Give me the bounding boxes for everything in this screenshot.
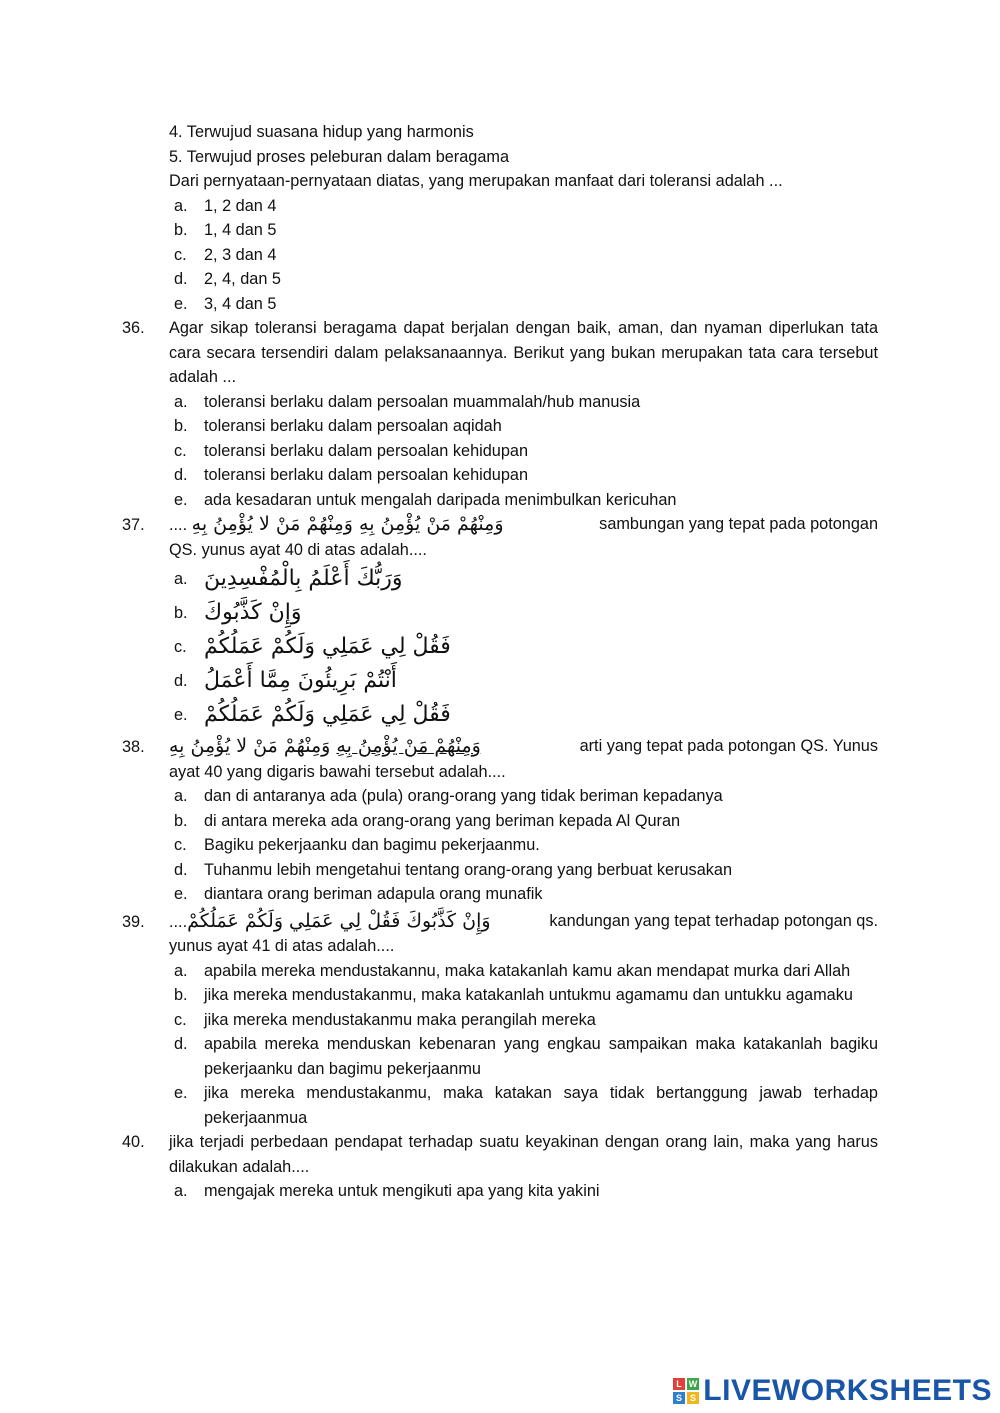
question-40-option-a[interactable]: a. mengajak mereka untuk mengikuti apa yang kita yakini <box>174 1182 600 1200</box>
liveworksheets-brand[interactable] <box>673 1374 992 1408</box>
brand-name: LIVEWORKSHEETS <box>703 1374 992 1407</box>
question-37 <box>122 512 878 538</box>
question-38-option-c[interactable]: c. Bagiku pekerjaanku dan bagimu pekerjaanmu. <box>174 836 540 854</box>
question-35-option-c[interactable]: c. 2, 3 dan 4 <box>174 245 277 264</box>
question-35-option-d[interactable]: d. 2, 4, dan 5 <box>174 270 281 288</box>
arabic-verse <box>169 734 481 759</box>
question-39-option-e[interactable]: e. jika mereka mendustakanmu, maka katakan saya tidak bertanggung jawab terhadap pekerjaanmua <box>174 1084 878 1127</box>
question-40 <box>122 1130 878 1179</box>
question-number: 38. <box>122 738 145 756</box>
question-36-option-c[interactable]: c. toleransi berlaku dalam persoalan kehidupan <box>174 441 529 460</box>
worksheet-content <box>122 120 878 1204</box>
question-39 <box>122 909 878 935</box>
question-number: 37. <box>122 516 145 534</box>
arabic-option: وَإِنْ كَذَّبُوكَ <box>204 599 302 625</box>
question-35-prompt: Dari pernyataan-pernyataan diatas, yang merupakan manfaat dari toleransi adalah ... <box>169 172 783 190</box>
arabic-option: وَرَبُّكَ أَعْلَمُ بِالْمُفْسِدِينَ <box>204 565 403 591</box>
arabic-verse-underlined: وَمِنْهُمْ مَنْ يُؤْمِنُ بِهِ <box>336 735 481 757</box>
question-36-option-d[interactable]: d. toleransi berlaku dalam persoalan kehidupan <box>174 466 529 484</box>
question-36-option-a[interactable]: a. toleransi berlaku dalam persoalan muammalah/hub manusia <box>174 392 641 411</box>
question-37-option-e[interactable]: e. فَقُلْ لِي عَمَلِي وَلَكُمْ عَمَلُكُمْ <box>174 701 451 727</box>
question-text-line1: sambungan yang tepat pada potongan <box>599 515 878 533</box>
question-text-line1: kandungan yang tepat terhadap potongan qs. <box>549 911 878 930</box>
arabic-verse: وَإِنْ كَذَّبُوكَ فَقُلْ لِي عَمَلِي وَلَكُمْ عَمَلُكُمْ <box>187 909 491 932</box>
statement-4: 4. Terwujud suasana hidup yang harmonis <box>169 123 474 141</box>
question-39-text-line2: yunus ayat 41 di atas adalah.... <box>169 937 395 955</box>
question-37-text-line2: QS. yunus ayat 40 di atas adalah.... <box>169 540 427 559</box>
question-38-option-a[interactable]: a. dan di antaranya ada (pula) orang-orang yang tidak beriman kepadanya <box>174 787 723 805</box>
question-35-option-a[interactable]: a. 1, 2 dan 4 <box>174 196 277 215</box>
arabic-verse-plain: وَمِنْهُمْ مَنْ لا يُؤْمِنُ بِهِ <box>169 735 331 757</box>
question-number: 40. <box>122 1133 145 1151</box>
question-38-option-d[interactable]: d. Tuhanmu lebih mengetahui tentang orang-orang yang berbuat kerusakan <box>174 860 732 879</box>
question-37-option-b[interactable]: b. وَإِنْ كَذَّبُوكَ <box>174 599 302 625</box>
arabic-verse: وَمِنْهُمْ مَنْ يُؤْمِنُ بِهِ وَمِنْهُمْ مَنْ لا يُؤْمِنُ بِهِ <box>191 513 504 535</box>
question-text: Agar sikap toleransi beragama dapat berjalan dengan baik, aman, dan nyaman diperlukan tata cara secara tersendiri dalam pelaksanaannya. Berikut yang bukan merupakan tata cara tersebut adalah ... <box>169 319 878 386</box>
question-text <box>169 734 878 760</box>
question-text <box>169 512 878 538</box>
question-38 <box>122 734 878 760</box>
question-38-option-b[interactable]: b. di antara mereka ada orang-orang yang beriman kepada Al Quran <box>174 811 681 830</box>
question-37-option-c[interactable]: c. فَقُلْ لِي عَمَلِي وَلَكُمْ عَمَلُكُمْ <box>174 633 451 659</box>
question-number: 39. <box>122 912 145 931</box>
liveworksheets-logo-icon: L W S S <box>673 1378 699 1404</box>
question-36 <box>122 316 878 390</box>
question-39-option-d[interactable]: d. apabila mereka menduskan kebenaran yang engkau sampaikan maka katakanlah bagiku pekerjaanku dan bagimu pekerjaanmu <box>174 1035 878 1078</box>
question-38-text-line2: ayat 40 yang digaris bawahi tersebut adalah.... <box>169 762 506 781</box>
question-35-option-e[interactable]: e. 3, 4 dan 5 <box>174 294 277 313</box>
question-39-option-b[interactable]: b. jika mereka mendustakanmu, maka katakanlah untukmu agamamu dan untukku agamaku <box>174 986 853 1004</box>
question-39-option-c[interactable]: c. jika mereka mendustakanmu maka perangilah mereka <box>174 1010 596 1029</box>
question-39-option-a[interactable]: a. apabila mereka mendustakannu, maka katakanlah kamu akan mendapat murka dari Allah <box>174 961 851 980</box>
ellipsis: .... <box>169 912 188 931</box>
question-38-option-e[interactable]: e. diantara orang beriman adapula orang munafik <box>174 885 543 903</box>
question-37-option-a[interactable]: a. وَرَبُّكَ أَعْلَمُ بِالْمُفْسِدِينَ <box>174 565 403 591</box>
question-text-line1: arti yang tepat pada potongan QS. Yunus <box>579 737 878 755</box>
ellipsis: .... <box>169 516 188 534</box>
statement-5: 5. Terwujud proses peleburan dalam beragama <box>169 147 510 166</box>
question-text: jika terjadi perbedaan pendapat terhadap suatu keyakinan dengan orang lain, maka yang harus dilakukan adalah.... <box>169 1133 878 1176</box>
arabic-option: فَقُلْ لِي عَمَلِي وَلَكُمْ عَمَلُكُمْ <box>204 701 451 727</box>
question-35-option-b[interactable]: b. 1, 4 dan 5 <box>174 221 277 239</box>
question-text <box>169 909 878 935</box>
arabic-option: أَنْتُمْ بَرِيئُونَ مِمَّا أَعْمَلُ <box>204 667 397 693</box>
question-36-option-e[interactable]: e. ada kesadaran untuk mengalah daripada menimbulkan kericuhan <box>174 490 677 509</box>
arabic-option: فَقُلْ لِي عَمَلِي وَلَكُمْ عَمَلُكُمْ <box>204 633 451 659</box>
question-37-option-d[interactable]: d. أَنْتُمْ بَرِيئُونَ مِمَّا أَعْمَلُ <box>174 667 397 693</box>
question-number: 36. <box>122 319 145 337</box>
question-36-option-b[interactable]: b. toleransi berlaku dalam persoalan aqidah <box>174 417 502 435</box>
